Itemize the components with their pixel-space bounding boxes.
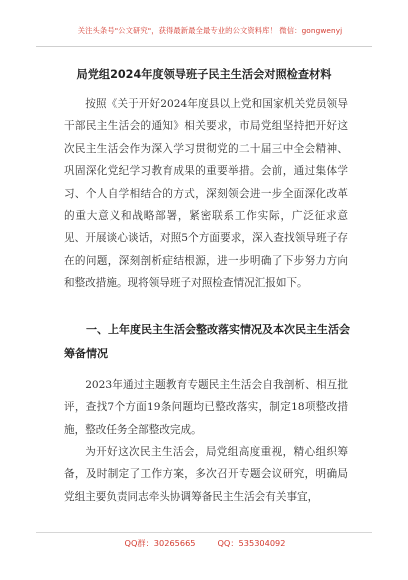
footer bbox=[40, 538, 370, 549]
header-banner: 关注头条号"公文研究"，获得最新最全最专业的公文资料库！ 微信：gongwenyj bbox=[77, 26, 343, 35]
footer-qq-group: QQ群：30265665 bbox=[124, 538, 196, 548]
footer-divider bbox=[36, 532, 372, 533]
footer-qq-contact: QQ：535304092 bbox=[217, 538, 286, 548]
section-heading: 一、上年度民主生活会整改落实情况及本次民主生活会筹备情况 bbox=[64, 323, 350, 360]
section-paragraph-2: 为开好这次民主生活会，局党组高度重视，精心组织筹备，及时制定了工作方案，多次召开专题会议研究，明确局党组主要负责同志牵头协调筹备民主生活会有关事宜， bbox=[64, 446, 348, 503]
intro-paragraph: 按照《关于开好2024年度县以上党和国家机关党员领导干部民主生活会的通知》相关要求，市局党组坚持把开好这次民主生活会作为深入学习贯彻党的二十届三中全会精神、巩固深化党纪学习教育成果的重要举措。会前，通过集体学习、个人自学相结合的方式，深刻领会进一步全面深化改革的重大意义和战略部署，紧密联系工作实际，广泛征求意见、开展谈心谈话，对照5个方面要求，深入查找领导班子存在的问题，深刻剖析症结根源，进一步明确了下步努力方向和整改措施。现将领导班子对照检查情况汇报如下。 bbox=[64, 98, 348, 290]
header-divider bbox=[36, 46, 372, 47]
section-paragraph-1: 2023年通过主题教育专题民主生活会自我剖析、相互批评，查找7个方面19条问题均已整改落实，制定18项整改措施，整改任务全部整改完成。 bbox=[64, 379, 348, 436]
document-title: 局党组2024年度领导班子民主生活会对照检查材料 bbox=[76, 68, 332, 81]
